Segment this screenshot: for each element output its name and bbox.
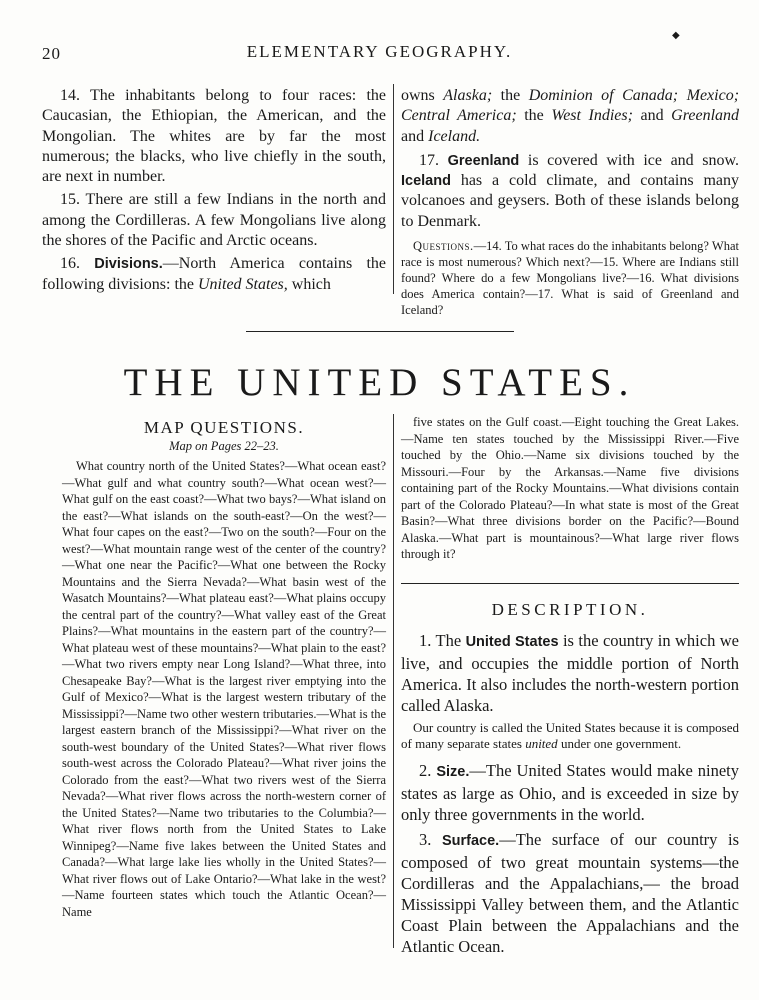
page-number: 20	[42, 44, 61, 63]
paragraph-14: 14. The inhabitants belong to four races: the Caucasian, the Ethiopian, the American, and the Mongolian. The whites are by far the most numerous; the blacks, who live chiefly in the south, are next in number.	[42, 87, 386, 186]
questions-block: Questions.—14. To what races do the inhabitants belong? What race is most numerous? Which next?—15. Where are Indians still found? Where do a few Mongolians live?—16. What divisions does America contain?—17. What is said of Greenland and Iceland?	[401, 239, 739, 318]
surface-heading: Surface.	[441, 833, 500, 850]
united-states-heading: United States	[465, 634, 559, 651]
column-divider-bottom	[393, 414, 394, 948]
map-questions-heading: MAP QUESTIONS.	[143, 418, 305, 437]
main-title: THE UNITED STATES.	[123, 361, 636, 404]
paragraph-17: 17. Greenland is covered with ice and snow. Iceland has a cold climate, and contains many volcanoes and geysers. Both of these islands belong to Denmark.	[401, 151, 739, 230]
top-left-column	[42, 86, 386, 298]
running-title: ELEMENTARY GEOGRAPHY.	[246, 42, 513, 61]
description-section	[401, 600, 739, 960]
top-right-column	[401, 86, 739, 318]
description-heading: DESCRIPTION.	[491, 600, 649, 619]
column-divider-top	[393, 84, 394, 294]
map-questions-text-continued: five states on the Gulf coast.—Eight touching the Great Lakes.—Name ten states touched by the Mississippi River.—Five touched by the Ohio.—Name six divisions touched by the Missouri.—Four by the Arkansas.—Name five divisions containing part of the Rocky Mountains.—What divisions contain part of the Colorado Plateau?—In what state is most of the Great Basin?—What three divisions border on the Pacific?—Bound Alaska.—What part is mountainous?—What large river flows through it?	[401, 415, 739, 561]
description-paragraph-1: 1. The United States is the country in which we live, and occupies the middle portion of North America. It also includes the north-western portion called Alaska.	[401, 631, 739, 716]
page-speck: ◆	[672, 30, 680, 41]
section-rule	[246, 331, 514, 332]
description-paragraph-2: 2. Size.—The United States would make ninety states as large as Ohio, and is exceeded in size by only three governments in the world.	[401, 761, 739, 825]
divisions-heading: Divisions.	[94, 256, 163, 273]
map-questions-subheading: Map on Pages 22–23.	[169, 439, 279, 453]
map-questions-left	[62, 420, 386, 920]
paragraph-16-continued: owns Alaska; the Dominion of Canada; Mexico; Central America; the West Indies; and Greenland and Iceland.	[401, 87, 740, 145]
description-paragraph-3: 3. Surface.—The surface of our country is composed of two great mountain systems—the Cordilleras and the Appalachians,— the broad Mississippi Valley between them, and the Atlantic Coast Plain between the Appalachians and the Atlantic Ocean.	[401, 830, 739, 957]
paragraph-16: 16. Divisions.—North America contains the following divisions: the United States, which	[42, 255, 387, 293]
size-heading: Size.	[436, 764, 470, 781]
description-note: Our country is called the United States because it is composed of many separate states united under one government.	[401, 720, 739, 752]
iceland-heading: Iceland	[401, 173, 451, 190]
paragraph-15: 15. There are still a few Indians in the north and among the Cordilleras. A few Mongolians live along the shores of the Pacific and Arctic oceans.	[42, 191, 386, 250]
description-rule	[401, 583, 739, 584]
map-questions-right	[401, 414, 739, 563]
greenland-heading: Greenland	[447, 152, 520, 169]
questions-label: Questions.	[413, 239, 474, 254]
map-questions-text: What country north of the United States?—What ocean east?—What gulf and what country south?—What ocean west?—What gulf on the east coast?—What two bays?—What island on the east?—What islands on the south-east?—On the west?—What four capes on the east?—Two on the south?—Four on the west?—What mountain range west of the center of the country?—What one near the Pacific?—What one between the Rocky Mountains and the Sierra Nevada?—What basin west of the Wasatch Mountains?—What plateau east?—What plains occupy the central part of the country?—What valley east of the Great Plains?—What mountains in the eastern part of the country?—What plateau west of these mountains?—What plain to the east?—What two rivers empty near Long Island?—What three, into Chesapeake Bay?—What is the largest river emptying into the Gulf of Mexico?—What is the largest western tributary of the Mississippi?—Name two other western tributaries.—What is the largest eastern branch of the Mississippi?—What river on the south-west boundary of the United States?—What river flows south-west across the Colorado Plateau?—What river joins the Colorado from the east?—What two rivers west of the Sierra Nevada?—What river flows across the north-western corner of the United States?—Name two tributaries to the Columbia?—What river flows north from the United States to Lake Winnipeg?—Name five lakes between the United States and Canada?—What large lake lies wholly in the United States?—What river flows out of Lake Ontario?—What lake in the west?—Name fourteen states which touch the Atlantic Ocean?—Name	[62, 459, 386, 919]
